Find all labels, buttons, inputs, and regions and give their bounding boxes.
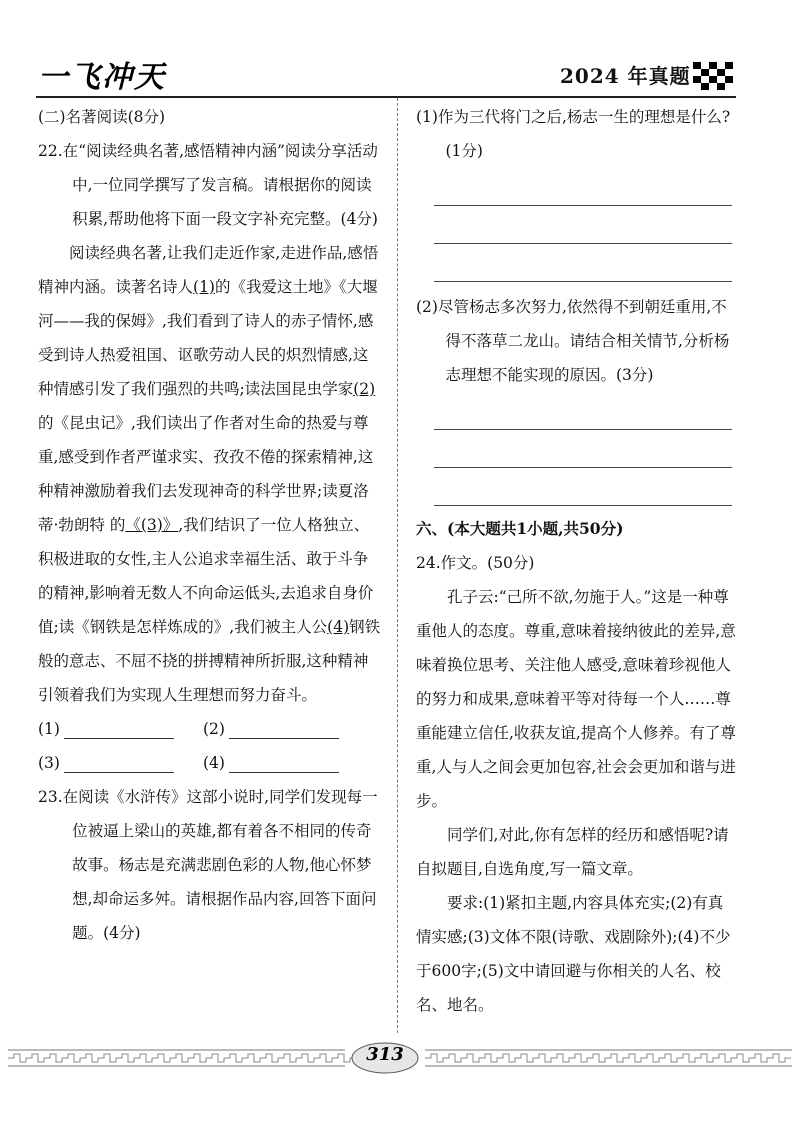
column-divider (397, 98, 398, 1033)
question-24-title: 24.作文。(50分) (416, 554, 535, 572)
answer-row (38, 712, 383, 746)
answer-line[interactable] (434, 430, 732, 468)
answer-line[interactable] (434, 244, 732, 282)
answer-blank-3[interactable] (64, 754, 174, 773)
question-23-2: (2)尽管杨志多次努力,依然得不到朝廷重用,不得不落草二龙山。请结合相关情节,分析杨志理想不能实现的原因。(3分) (416, 298, 730, 384)
section-heading: (二)名著阅读(8分) (38, 108, 166, 126)
answer-line[interactable] (434, 392, 732, 430)
brand-logo: 一飞冲天 (38, 60, 166, 95)
answer-blank-2[interactable] (229, 720, 339, 739)
checker-pattern-icon (693, 62, 733, 90)
answer-line[interactable] (434, 468, 732, 506)
blank-marker-4: (4) (327, 618, 350, 636)
essay-prompt: 孔子云:“己所不欲,勿施于人。”这是一种尊重他人的态度。尊重,意味着接纳彼此的差异,意味着换位思考、关注他人感受,意味着珍视他人的努力和成果,意味着平等对待每一个人……尊重能建立信任,收获友谊,提高个人修养。有了尊重,人与人之间会更加包容,社会会更加和谐与进步。 (416, 588, 736, 810)
passage-text: 的《我爱这土地》《大堰河——我的保姆》,我们看到了诗人的赤子情怀,感受到诗人热爱祖国、讴歌劳动人民的炽烈情感,这种情感引发了我们强烈的共鸣;读法国昆虫学家 (38, 278, 378, 398)
answer-blank-1[interactable] (64, 720, 174, 739)
page-number-badge (350, 1040, 420, 1076)
essay-instruction: 同学们,对此,你有怎样的经历和感悟呢?请自拟题目,自选角度,写一篇文章。 (416, 826, 729, 878)
answer-row (38, 746, 383, 780)
question-22-passage (38, 236, 383, 712)
essay-requirements: 要求:(1)紧扣主题,内容具体充实;(2)有真情实感;(3)文体不限(诗歌、戏剧除外);(4)不少于600字;(5)文中请回避与你相关的人名、校名、地名。 (416, 894, 731, 1014)
question-23-1: (1)作为三代将门之后,杨志一生的理想是什么?(1分) (416, 108, 731, 160)
passage-text: 阅读经典名著,让我们走近作家,走进作品,感悟精神内涵。读著名诗人 (38, 244, 379, 296)
question-22-stem: 22.在“阅读经典名著,感悟精神内涵”阅读分享活动中,一位同学撰写了发言稿。请根据你的阅读积累,帮助他将下面一段文字补充完整。(4分) (38, 142, 378, 228)
blank-marker-1: (1) (193, 278, 215, 296)
left-column (38, 100, 383, 950)
header-title: 2024 年真题 (560, 64, 691, 88)
question-23-stem: 23.在阅读《水浒传》这部小说时,同学们发现每一位被逼上梁山的英雄,都有着各不相同的传奇故事。杨志是充满悲剧色彩的人物,他心怀梦想,却命运多舛。请根据作品内容,回答下面问题。(4分) (38, 788, 378, 942)
answer-line[interactable] (434, 168, 732, 206)
answer-label: (2) (203, 720, 225, 738)
passage-text: ,我们结识了一位人格独立、积极进取的女性,主人公追求幸福生活、敢于斗争的精神,影响着无数人不向命运低头,去追求自身价值;读《钢铁是怎样炼成的》,我们被主人公 (38, 516, 374, 636)
blank-marker-3: 《(3)》 (125, 516, 179, 534)
answer-label: (1) (38, 720, 60, 738)
passage-text: 的《昆虫记》,我们读出了作者对生命的热爱与尊重,感受到作者严谨求实、孜孜不倦的探索精神,这种精神激励着我们去发现神奇的科学世界;读夏洛蒂·勃朗特 的 (38, 414, 374, 534)
answer-line[interactable] (434, 206, 732, 244)
blank-marker-2: (2) (353, 380, 376, 398)
passage-text: 钢铁般的意志、不屈不挠的拼搏精神所折服,这种精神引领着我们为实现人生理想而努力奋斗。 (38, 618, 381, 704)
answer-label: (3) (38, 754, 60, 772)
section-6-heading: 六、(本大题共1小题,共50分) (416, 519, 624, 538)
page-number: 313 (366, 1044, 404, 1065)
header-divider (36, 96, 736, 98)
answer-blank-4[interactable] (229, 754, 339, 773)
answer-label: (4) (203, 754, 225, 772)
right-column (416, 100, 736, 1022)
